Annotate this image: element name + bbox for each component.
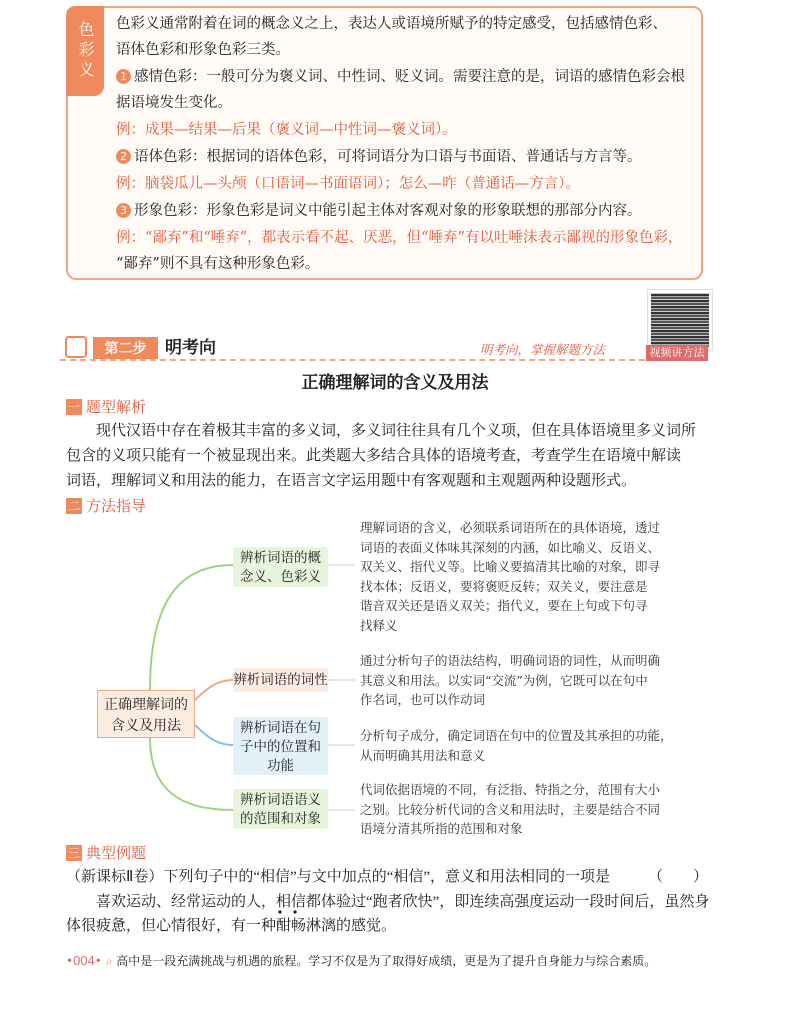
node-line: 辨析词语的词性 <box>233 672 328 687</box>
emphasis-dot <box>278 910 281 913</box>
desc-line: 通过分析句子的语法结构，明确词语的词性，从而明确 <box>360 653 661 668</box>
item-text: 语体色彩：根据词的语体色彩，可将词语分为口语与书面语、普通话与方言等。 <box>134 149 642 165</box>
number-badge: 1 <box>116 69 131 84</box>
page-title: 正确理解词的含义及用法 <box>301 373 489 392</box>
section-title: 典型例题 <box>86 845 147 862</box>
section-title: 方法指导 <box>86 498 147 515</box>
center-line: 含义及用法 <box>111 717 181 733</box>
example-line: 例：成果—结果—后果（褒义词—中性词—褒义词）。 <box>116 122 457 138</box>
example-line: 例：脑袋瓜儿—头颅（口语词—书面语词）；怎么—咋（普通话—方言）。 <box>116 176 580 192</box>
search-icon: ⌕ <box>105 954 113 968</box>
node-line: 念义、色彩义 <box>240 569 321 584</box>
desc-line: 分析句子成分，确定词语在句中的位置及其承担的功能， <box>360 728 673 743</box>
desc-line: 其意义和用法。以实词“交流”为例，它既可以在句中 <box>360 672 648 688</box>
desc-line: 理解词语的含义，必须联系词语所在的具体语境，透过 <box>360 520 661 535</box>
dot-icon: • <box>66 954 74 968</box>
box-line: 据语境发生变化。 <box>116 95 232 111</box>
passage-line: 体很疲惫，但心情很好，有一种酣畅淋漓的感觉。 <box>66 918 397 934</box>
paragraph-line: 现代汉语中存在着极其丰富的多义词，多义词往往具有几个义项，但在具体语境里多义词所 <box>66 423 697 439</box>
box-line: 色彩义通常附着在词的概念义之上，表达人或语境所赋予的特定感受，包括感情色彩、 <box>116 16 667 32</box>
box-side-tab: 色彩义 <box>66 6 104 96</box>
desc-line: 找本体；反语义，要将褒贬反转；双关义，要注意是 <box>360 578 648 594</box>
box-line: “鄙弃”则不具有这种形象色彩。 <box>116 256 320 272</box>
center-line: 正确理解词的 <box>104 696 188 712</box>
question-stem: （新课标Ⅱ卷）下列句子中的“相信”与文中加点的“相信”，意义和用法相同的一项是 <box>66 869 611 885</box>
desc-line: 代词依据语境的不同，有泛指、特指之分，范围有大小 <box>360 782 661 797</box>
desc-line: 语境分清其所指的范围和对象 <box>360 821 523 836</box>
section-number: 三 <box>67 846 80 860</box>
step-badge: 第二步 <box>93 337 158 359</box>
dot-icon: • <box>94 954 102 968</box>
section-title: 题型解析 <box>86 399 147 416</box>
number-badge: 3 <box>116 203 131 218</box>
desc-line: 找释义 <box>360 617 398 633</box>
desc-line: 谐音双关还是语义双关；指代义，要在上句或下句寻 <box>360 598 648 613</box>
node-line: 的范围和对象 <box>240 811 321 826</box>
emphasis-dot <box>293 910 296 913</box>
node-line: 功能 <box>267 758 294 773</box>
footer <box>66 952 656 970</box>
item-text: 感情色彩：一般可分为褒义词、中性词、贬义词。需要注意的是，词语的感情色彩会根 <box>134 69 685 85</box>
passage-line: 喜欢运动、经常运动的人，相信都体验过“跑者欣快”，即连续高强度运动一段时间后，虽然身 <box>66 894 710 910</box>
example-line: 例：“鄙弃”和“唾弃”，都表示看不起、厌恶，但“唾弃”有以吐唾沫表示鄙视的形象色彩， <box>116 230 683 246</box>
node-line: 辨析词语在句 <box>240 720 321 735</box>
paragraph-line: 词语，理解词义和用法的能力，在语言文字运用题中有客观题和主观题两种设题形式。 <box>66 473 637 489</box>
desc-line: 词语的表面义体味其深刻的内涵，如比喻义、反语义、 <box>360 539 661 555</box>
step-note: 明考向，掌握解题方法 <box>480 342 606 357</box>
page-number: 004 <box>73 953 95 968</box>
paragraph-line: 包含的义项只能有一个被显现出来。此类题大多结合具体的语境考查，考查学生在语境中解读 <box>66 448 682 464</box>
node-line: 辨析词语语义 <box>240 792 321 807</box>
section-number: 一 <box>67 400 80 414</box>
video-badge[interactable]: 视频讲方法 <box>646 345 708 361</box>
desc-line: 作名词，也可以作动词 <box>360 692 486 707</box>
answer-paren: （ ） <box>648 869 709 885</box>
node-line: 辨析词语的概 <box>240 550 321 565</box>
footer-text: 高中是一段充满挑战与机遇的旅程。学习不仅是为了取得好成绩，更是为了提升自身能力与综合素质。 <box>116 954 657 968</box>
step-title: 明考向 <box>165 338 216 357</box>
number-badge: 2 <box>116 149 131 164</box>
node-line: 子中的位置和 <box>240 739 321 754</box>
section-number: 二 <box>67 499 80 513</box>
desc-line: 双关义、指代义等。比喻义要搞清其比喻的对象，即寻 <box>360 559 661 574</box>
box-line: 语体色彩和形象色彩三类。 <box>116 42 290 58</box>
desc-line: 之别。比较分析代词的含义和用法时，主要是结合不同 <box>360 801 661 817</box>
item-text: 形象色彩：形象色彩是词义中能引起主体对客观对象的形象联想的那部分内容。 <box>134 203 642 219</box>
desc-line: 从而明确其用法和意义 <box>360 747 486 763</box>
